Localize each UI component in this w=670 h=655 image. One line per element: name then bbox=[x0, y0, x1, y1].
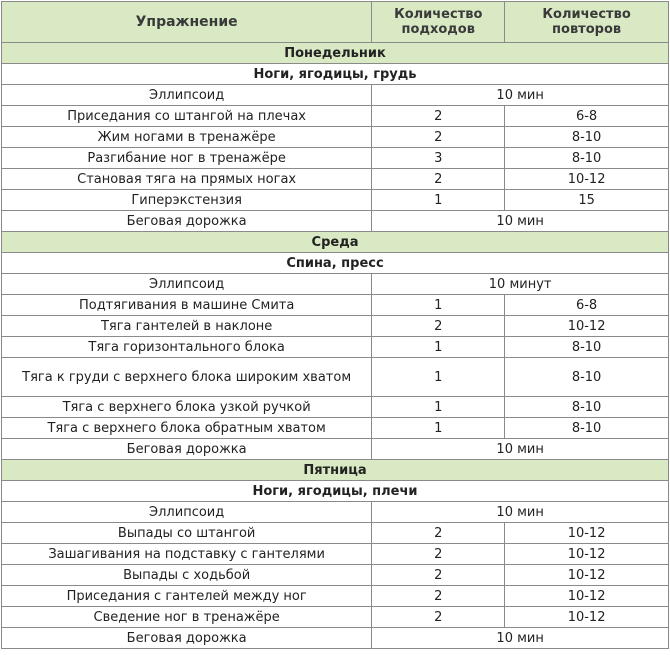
focus-row bbox=[2, 253, 669, 274]
table-row bbox=[2, 85, 669, 106]
day-focus: Спина, пресс bbox=[2, 253, 669, 274]
duration-cell: 10 мин bbox=[372, 628, 669, 649]
reps-cell: 8-10 bbox=[505, 127, 669, 148]
duration-cell: 10 мин bbox=[372, 502, 669, 523]
day-row bbox=[2, 43, 669, 64]
table-row bbox=[2, 439, 669, 460]
table-row bbox=[2, 418, 669, 439]
day-title: Понедельник bbox=[2, 43, 669, 64]
table-row bbox=[2, 544, 669, 565]
day-focus: Ноги, ягодицы, грудь bbox=[2, 64, 669, 85]
table-row bbox=[2, 397, 669, 418]
focus-row bbox=[2, 481, 669, 502]
table-row bbox=[2, 358, 669, 397]
exercise-name: Сведение ног в тренажёре bbox=[2, 607, 372, 628]
sets-cell: 2 bbox=[372, 523, 505, 544]
focus-row bbox=[2, 64, 669, 85]
sets-cell: 2 bbox=[372, 544, 505, 565]
exercise-name: Беговая дорожка bbox=[2, 439, 372, 460]
sets-cell: 2 bbox=[372, 169, 505, 190]
duration-cell: 10 мин bbox=[372, 211, 669, 232]
day-title: Среда bbox=[2, 232, 669, 253]
exercise-name: Эллипсоид bbox=[2, 85, 372, 106]
reps-cell: 10-12 bbox=[505, 565, 669, 586]
table-row bbox=[2, 565, 669, 586]
exercise-name: Становая тяга на прямых ногах bbox=[2, 169, 372, 190]
table-row bbox=[2, 169, 669, 190]
exercise-name: Эллипсоид bbox=[2, 502, 372, 523]
reps-cell: 8-10 bbox=[505, 358, 669, 397]
exercise-name: Тяга гантелей в наклоне bbox=[2, 316, 372, 337]
sets-cell: 2 bbox=[372, 127, 505, 148]
exercise-name: Выпады со штангой bbox=[2, 523, 372, 544]
sets-cell: 2 bbox=[372, 565, 505, 586]
table-row bbox=[2, 316, 669, 337]
reps-cell: 15 bbox=[505, 190, 669, 211]
header-exercise: Упражнение bbox=[2, 2, 372, 43]
exercise-name: Разгибание ног в тренажёре bbox=[2, 148, 372, 169]
reps-cell: 8-10 bbox=[505, 148, 669, 169]
exercise-name: Беговая дорожка bbox=[2, 211, 372, 232]
exercise-name: Тяга с верхнего блока узкой ручкой bbox=[2, 397, 372, 418]
sets-cell: 1 bbox=[372, 397, 505, 418]
reps-cell: 10-12 bbox=[505, 523, 669, 544]
reps-cell: 10-12 bbox=[505, 586, 669, 607]
exercise-name: Выпады с ходьбой bbox=[2, 565, 372, 586]
table-row bbox=[2, 295, 669, 316]
exercise-name: Тяга к груди с верхнего блока широким хватом bbox=[2, 358, 372, 397]
exercise-name: Приседания с гантелей между ног bbox=[2, 586, 372, 607]
header-reps: Количество повторов bbox=[505, 2, 669, 43]
exercise-name: Подтягивания в машине Смита bbox=[2, 295, 372, 316]
duration-cell: 10 минут bbox=[372, 274, 669, 295]
sets-cell: 1 bbox=[372, 190, 505, 211]
table-row bbox=[2, 211, 669, 232]
table-header-row bbox=[2, 2, 669, 43]
sets-cell: 2 bbox=[372, 607, 505, 628]
table-row bbox=[2, 628, 669, 649]
reps-cell: 6-8 bbox=[505, 106, 669, 127]
table-row bbox=[2, 607, 669, 628]
duration-cell: 10 мин bbox=[372, 85, 669, 106]
reps-cell: 8-10 bbox=[505, 397, 669, 418]
table-row bbox=[2, 586, 669, 607]
sets-cell: 1 bbox=[372, 337, 505, 358]
day-focus: Ноги, ягодицы, плечи bbox=[2, 481, 669, 502]
table-row bbox=[2, 274, 669, 295]
table-row bbox=[2, 148, 669, 169]
table-body bbox=[2, 43, 669, 649]
exercise-name: Тяга с верхнего блока обратным хватом bbox=[2, 418, 372, 439]
reps-cell: 10-12 bbox=[505, 607, 669, 628]
exercise-name: Тяга горизонтального блока bbox=[2, 337, 372, 358]
header-sets: Количество подходов bbox=[372, 2, 505, 43]
exercise-name: Приседания со штангой на плечах bbox=[2, 106, 372, 127]
table-row bbox=[2, 337, 669, 358]
sets-cell: 2 bbox=[372, 586, 505, 607]
reps-cell: 10-12 bbox=[505, 316, 669, 337]
reps-cell: 8-10 bbox=[505, 418, 669, 439]
reps-cell: 8-10 bbox=[505, 337, 669, 358]
exercise-name: Зашагивания на подставку с гантелями bbox=[2, 544, 372, 565]
sets-cell: 2 bbox=[372, 316, 505, 337]
sets-cell: 1 bbox=[372, 358, 505, 397]
duration-cell: 10 мин bbox=[372, 439, 669, 460]
day-title: Пятница bbox=[2, 460, 669, 481]
table-row bbox=[2, 502, 669, 523]
day-row bbox=[2, 460, 669, 481]
sets-cell: 3 bbox=[372, 148, 505, 169]
reps-cell: 10-12 bbox=[505, 544, 669, 565]
reps-cell: 6-8 bbox=[505, 295, 669, 316]
sets-cell: 1 bbox=[372, 418, 505, 439]
table-row bbox=[2, 127, 669, 148]
workout-table bbox=[1, 1, 669, 649]
exercise-name: Беговая дорожка bbox=[2, 628, 372, 649]
day-row bbox=[2, 232, 669, 253]
sets-cell: 1 bbox=[372, 295, 505, 316]
exercise-name: Гиперэкстензия bbox=[2, 190, 372, 211]
exercise-name: Эллипсоид bbox=[2, 274, 372, 295]
exercise-name: Жим ногами в тренажёре bbox=[2, 127, 372, 148]
table-row bbox=[2, 190, 669, 211]
reps-cell: 10-12 bbox=[505, 169, 669, 190]
table-row bbox=[2, 523, 669, 544]
table-row bbox=[2, 106, 669, 127]
sets-cell: 2 bbox=[372, 106, 505, 127]
